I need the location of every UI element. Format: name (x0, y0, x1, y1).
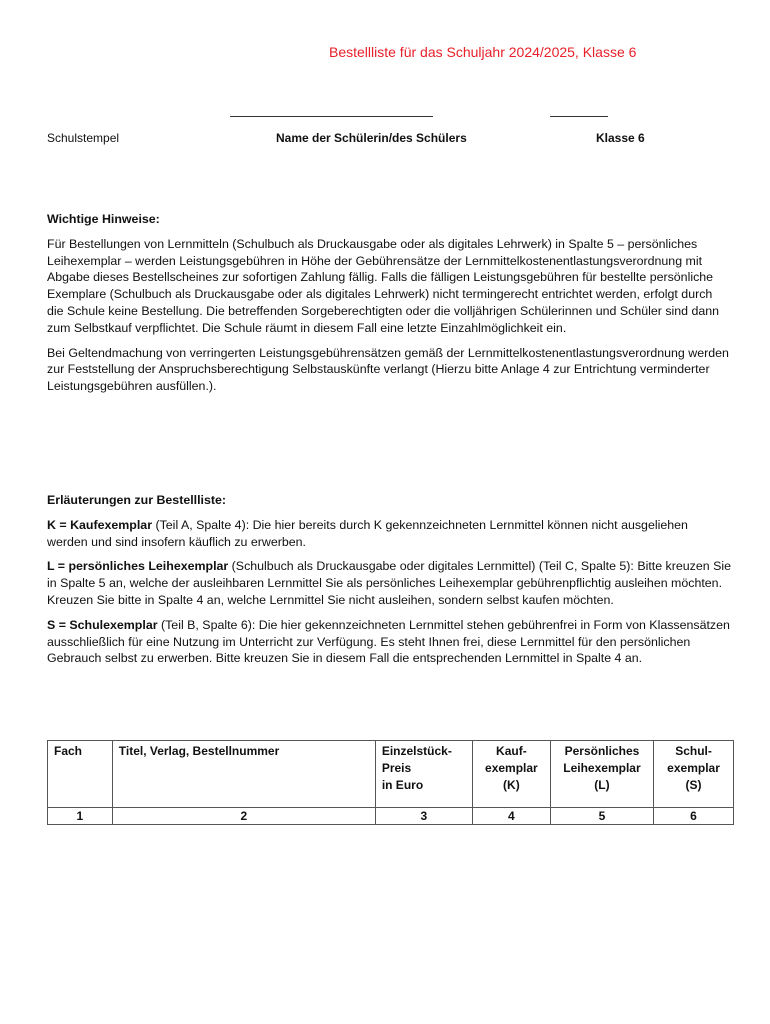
hints-heading: Wichtige Hinweise: (47, 212, 160, 226)
column-number: 3 (375, 808, 472, 825)
term-leihexemplar: L = persönliches Leihexemplar (47, 559, 229, 574)
explanations-heading: Erläuterungen zur Bestellliste: (47, 493, 227, 507)
header-subject: Fach (48, 741, 113, 808)
class-signature-line (550, 116, 608, 117)
column-number: 2 (112, 808, 375, 825)
document-title: Bestellliste für das Schuljahr 2024/2025, Klasse 6 (329, 44, 637, 60)
hints-paragraph-2: Bei Geltendmachung von verringerten Leistungsgebührensätzen gemäß der Lernmittelkostenentlastungsverordnung werden zur Feststellung der Anspruchsberechtigung Selbstauskünfte verlangt (Hierzu bitte Anlage 4 zur Entrichtung verminderter Leistungsgebühren ausfüllen.). (47, 345, 729, 394)
column-number: 6 (654, 808, 734, 825)
term-kaufexemplar: K = Kaufexemplar (47, 517, 153, 532)
term-schulexemplar: S = Schulexemplar (47, 617, 158, 632)
header-title-publisher-order-number: Titel, Verlag, Bestellnummer (112, 741, 375, 808)
explanations-section (47, 492, 731, 675)
important-hints-section (47, 211, 731, 403)
header-purchase-copy: Kauf- exemplar (K) (472, 741, 550, 808)
text-kaufexemplar: (Teil A, Spalte 4): Die hier bereits durch K gekennzeichneten Lernmittel können nicht ausgeliehen werden und sind insofern käuflich zu erwerben. (47, 517, 688, 549)
text-schulexemplar: (Teil B, Spalte 6): Die hier gekennzeichneten Lernmittel stehen gebührenfrei in Form von Klassensätzen ausschließlich für eine Nutzung im Unterricht zur Verfügung. Es steht Ihnen frei, diese Lernmittel für den persönlichen Gebrauch selbst zu erwerben. Bitte kreuzen Sie in diesem Fall die entsprechenden Lernmittel in Spalte 4 an. (47, 617, 730, 666)
column-number: 1 (48, 808, 113, 825)
order-table (47, 740, 734, 825)
class-label: Klasse 6 (596, 131, 645, 145)
school-stamp-label: Schulstempel (47, 131, 120, 145)
explanation-schulexemplar (47, 617, 731, 667)
student-name-label: Name der Schülerin/des Schülers (276, 131, 467, 145)
column-number: 5 (550, 808, 653, 825)
header-personal-loan-copy: Persönliches Leihexemplar (L) (550, 741, 653, 808)
hints-paragraph-1: Für Bestellungen von Lernmitteln (Schulbuch als Druckausgabe oder als digitales Lehrwerk) in Spalte 5 – persönliches Leihexemplar – werden Leistungsgebühren in Höhe der Gebührensätze der Lernmittelkostenentlastungsverordnung mit Abgabe dieses Bestellscheines zur sofortigen Zahlung fällig. Falls die fälligen Leistungsgebühren für bestellte persönliche Exemplare (Schulbuch als Druckausgabe oder als digitales Lehrwerk) nicht termingerecht entrichtet werden, erfolgt durch die Schule keine Bestellung. Die betreffenden Sorgeberechtigten oder die volljährigen Schülerinnen und Schüler sind dann zum Selbstkauf verpflichtet. Die Schule räumt in diesem Fall eine letzte Einzahlmöglichkeit ein. (47, 236, 720, 335)
explanation-leihexemplar (47, 558, 731, 608)
text-leihexemplar: (Schulbuch als Druckausgabe oder digitales Lernmittel) (Teil C, Spalte 5): Bitte kreuzen Sie in Spalte 5 an, welche der ausleihbaren Lernmittel Sie als persönliches Leihexemplar gebührenpflichtig ausleihen möchten. Kreuzen Sie bitte in Spalte 4 an, welche Lernmittel Sie nicht ausleihen, sondern selbst kaufen möchten. (47, 559, 731, 607)
header-school-copy: Schul- exemplar (S) (654, 741, 734, 808)
header-unit-price: Einzelstück- Preis in Euro (375, 741, 472, 808)
table-header-row (48, 741, 734, 808)
explanation-kaufexemplar (47, 517, 731, 551)
column-number-row (48, 808, 734, 825)
name-signature-line (230, 116, 433, 117)
column-number: 4 (472, 808, 550, 825)
